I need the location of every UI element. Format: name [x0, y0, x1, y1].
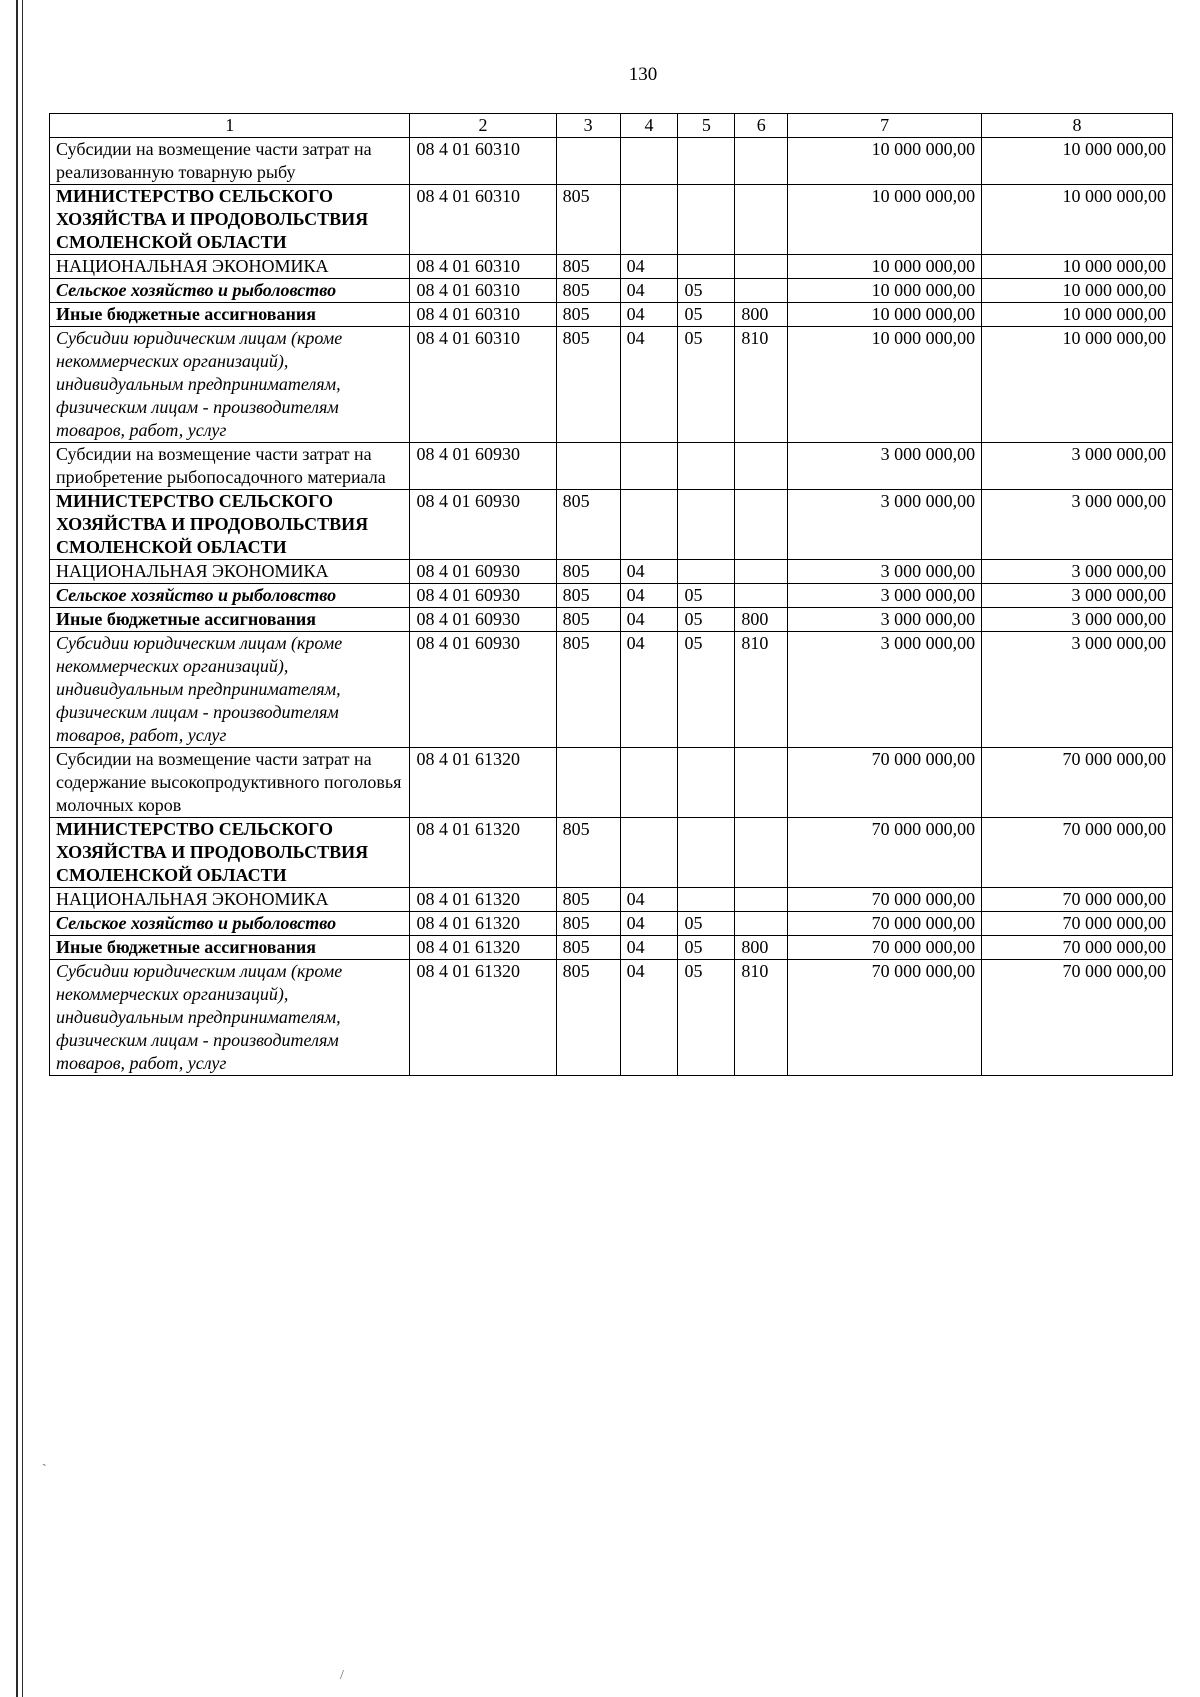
row-name-plain: Субсидии на возмещение части затрат на реализованную товарную рыбу [50, 138, 410, 185]
amount-year2-cell: 10 000 000,00 [982, 185, 1173, 255]
subsection-code-cell: 05 [678, 936, 735, 960]
expense-type-cell: 810 [735, 327, 788, 443]
target-article-cell: 08 4 01 61320 [410, 912, 556, 936]
amount-year1-cell: 70 000 000,00 [788, 960, 982, 1076]
amount-year1-cell: 70 000 000,00 [788, 936, 982, 960]
subsection-code-cell: 05 [678, 327, 735, 443]
subsection-code-cell: 05 [678, 279, 735, 303]
column-header: 3 [556, 114, 620, 138]
amount-year1-cell: 3 000 000,00 [788, 490, 982, 560]
scan-edge-line [16, 0, 18, 1697]
target-article-cell: 08 4 01 60310 [410, 255, 556, 279]
table-row [50, 818, 1173, 888]
row-name-section: НАЦИОНАЛЬНАЯ ЭКОНОМИКА [50, 888, 410, 912]
table-row [50, 936, 1173, 960]
amount-year1-cell: 70 000 000,00 [788, 912, 982, 936]
ministry-code-cell: 805 [556, 560, 620, 584]
amount-year2-cell: 70 000 000,00 [982, 960, 1173, 1076]
target-article-cell: 08 4 01 60310 [410, 279, 556, 303]
ministry-code-cell: 805 [556, 185, 620, 255]
subsection-code-cell: 05 [678, 608, 735, 632]
page-number: 130 [628, 64, 658, 85]
expense-type-cell [735, 818, 788, 888]
table-row [50, 255, 1173, 279]
expense-type-cell [735, 912, 788, 936]
section-code-cell: 04 [620, 327, 678, 443]
table-row [50, 279, 1173, 303]
subsection-code-cell [678, 443, 735, 490]
row-name-ministry: МИНИСТЕРСТВО СЕЛЬСКОГО ХОЗЯЙСТВА И ПРОДОВОЛЬСТВИЯ СМОЛЕНСКОЙ ОБЛАСТИ [50, 490, 410, 560]
expense-type-cell [735, 279, 788, 303]
section-code-cell: 04 [620, 888, 678, 912]
table-row [50, 748, 1173, 818]
amount-year1-cell: 3 000 000,00 [788, 560, 982, 584]
subsection-code-cell [678, 888, 735, 912]
amount-year2-cell: 70 000 000,00 [982, 818, 1173, 888]
ministry-code-cell: 805 [556, 303, 620, 327]
expense-type-cell [735, 185, 788, 255]
target-article-cell: 08 4 01 61320 [410, 888, 556, 912]
amount-year2-cell: 3 000 000,00 [982, 443, 1173, 490]
row-name-subsection: Сельское хозяйство и рыболовство [50, 279, 410, 303]
table-row [50, 560, 1173, 584]
subsection-code-cell [678, 490, 735, 560]
row-name-plain: Субсидии на возмещение части затрат на содержание высокопродуктивного поголовья молочных коров [50, 748, 410, 818]
table-row [50, 912, 1173, 936]
scan-mark: / [340, 1668, 344, 1683]
section-code-cell: 04 [620, 279, 678, 303]
ministry-code-cell: 805 [556, 888, 620, 912]
subsection-code-cell [678, 748, 735, 818]
column-header: 6 [735, 114, 788, 138]
amount-year2-cell: 70 000 000,00 [982, 912, 1173, 936]
subsection-code-cell: 05 [678, 303, 735, 327]
target-article-cell: 08 4 01 60310 [410, 327, 556, 443]
table-row [50, 888, 1173, 912]
subsection-code-cell: 05 [678, 632, 735, 748]
amount-year1-cell: 10 000 000,00 [788, 327, 982, 443]
ministry-code-cell: 805 [556, 608, 620, 632]
subsection-code-cell: 05 [678, 960, 735, 1076]
section-code-cell [620, 490, 678, 560]
expense-type-cell [735, 584, 788, 608]
section-code-cell: 04 [620, 303, 678, 327]
row-name-other: Иные бюджетные ассигнования [50, 608, 410, 632]
table-row [50, 490, 1173, 560]
ministry-code-cell: 805 [556, 818, 620, 888]
ministry-code-cell: 805 [556, 960, 620, 1076]
subsection-code-cell [678, 818, 735, 888]
target-article-cell: 08 4 01 61320 [410, 748, 556, 818]
amount-year2-cell: 10 000 000,00 [982, 303, 1173, 327]
target-article-cell: 08 4 01 60310 [410, 303, 556, 327]
ministry-code-cell: 805 [556, 632, 620, 748]
row-name-ministry: МИНИСТЕРСТВО СЕЛЬСКОГО ХОЗЯЙСТВА И ПРОДОВОЛЬСТВИЯ СМОЛЕНСКОЙ ОБЛАСТИ [50, 818, 410, 888]
ministry-code-cell: 805 [556, 490, 620, 560]
amount-year1-cell: 3 000 000,00 [788, 584, 982, 608]
column-header: 7 [788, 114, 982, 138]
amount-year2-cell: 10 000 000,00 [982, 138, 1173, 185]
table-row [50, 327, 1173, 443]
expense-type-cell [735, 255, 788, 279]
amount-year2-cell: 70 000 000,00 [982, 936, 1173, 960]
amount-year1-cell: 10 000 000,00 [788, 138, 982, 185]
section-code-cell [620, 138, 678, 185]
ministry-code-cell [556, 748, 620, 818]
amount-year2-cell: 3 000 000,00 [982, 584, 1173, 608]
amount-year2-cell: 3 000 000,00 [982, 560, 1173, 584]
section-code-cell [620, 185, 678, 255]
table-row [50, 443, 1173, 490]
table-row [50, 608, 1173, 632]
subsection-code-cell [678, 255, 735, 279]
target-article-cell: 08 4 01 60930 [410, 584, 556, 608]
subsection-code-cell [678, 138, 735, 185]
row-name-subsidy: Субсидии юридическим лицам (кроме некоммерческих организаций), индивидуальным предпринимателям, физическим лицам - производителям товаров, работ, услуг [50, 327, 410, 443]
column-header: 8 [982, 114, 1173, 138]
ministry-code-cell: 805 [556, 912, 620, 936]
amount-year2-cell: 10 000 000,00 [982, 279, 1173, 303]
amount-year2-cell: 3 000 000,00 [982, 608, 1173, 632]
amount-year1-cell: 10 000 000,00 [788, 279, 982, 303]
expense-type-cell [735, 888, 788, 912]
target-article-cell: 08 4 01 61320 [410, 960, 556, 1076]
expense-type-cell [735, 560, 788, 584]
row-name-other: Иные бюджетные ассигнования [50, 303, 410, 327]
target-article-cell: 08 4 01 60310 [410, 185, 556, 255]
amount-year2-cell: 70 000 000,00 [982, 888, 1173, 912]
subsection-code-cell: 05 [678, 584, 735, 608]
table-row [50, 960, 1173, 1076]
table-row [50, 185, 1173, 255]
section-code-cell [620, 443, 678, 490]
subsection-code-cell: 05 [678, 912, 735, 936]
section-code-cell: 04 [620, 608, 678, 632]
amount-year2-cell: 3 000 000,00 [982, 632, 1173, 748]
ministry-code-cell [556, 443, 620, 490]
target-article-cell: 08 4 01 60930 [410, 560, 556, 584]
amount-year2-cell: 10 000 000,00 [982, 327, 1173, 443]
expense-type-cell: 810 [735, 960, 788, 1076]
scan-edge-line [22, 0, 23, 1697]
section-code-cell: 04 [620, 255, 678, 279]
expense-type-cell: 810 [735, 632, 788, 748]
row-name-subsidy: Субсидии юридическим лицам (кроме некоммерческих организаций), индивидуальным предпринимателям, физическим лицам - производителям товаров, работ, услуг [50, 960, 410, 1076]
amount-year1-cell: 3 000 000,00 [788, 608, 982, 632]
target-article-cell: 08 4 01 60930 [410, 608, 556, 632]
amount-year1-cell: 3 000 000,00 [788, 632, 982, 748]
target-article-cell: 08 4 01 60930 [410, 632, 556, 748]
ministry-code-cell: 805 [556, 255, 620, 279]
target-article-cell: 08 4 01 60930 [410, 443, 556, 490]
column-header: 4 [620, 114, 678, 138]
row-name-ministry: МИНИСТЕРСТВО СЕЛЬСКОГО ХОЗЯЙСТВА И ПРОДОВОЛЬСТВИЯ СМОЛЕНСКОЙ ОБЛАСТИ [50, 185, 410, 255]
amount-year2-cell: 10 000 000,00 [982, 255, 1173, 279]
row-name-plain: Субсидии на возмещение части затрат на приобретение рыбопосадочного материала [50, 443, 410, 490]
amount-year2-cell: 70 000 000,00 [982, 748, 1173, 818]
table-row [50, 632, 1173, 748]
section-code-cell: 04 [620, 584, 678, 608]
target-article-cell: 08 4 01 60930 [410, 490, 556, 560]
column-header: 5 [678, 114, 735, 138]
expense-type-cell [735, 748, 788, 818]
row-name-section: НАЦИОНАЛЬНАЯ ЭКОНОМИКА [50, 255, 410, 279]
table-row [50, 584, 1173, 608]
target-article-cell: 08 4 01 61320 [410, 818, 556, 888]
subsection-code-cell [678, 185, 735, 255]
section-code-cell [620, 748, 678, 818]
table-row [50, 303, 1173, 327]
section-code-cell: 04 [620, 912, 678, 936]
expense-type-cell: 800 [735, 936, 788, 960]
ministry-code-cell [556, 138, 620, 185]
ministry-code-cell: 805 [556, 584, 620, 608]
target-article-cell: 08 4 01 61320 [410, 936, 556, 960]
section-code-cell: 04 [620, 560, 678, 584]
amount-year1-cell: 10 000 000,00 [788, 185, 982, 255]
scan-mark: ˎ [42, 1452, 47, 1467]
column-header: 1 [50, 114, 410, 138]
amount-year1-cell: 70 000 000,00 [788, 818, 982, 888]
amount-year1-cell: 10 000 000,00 [788, 255, 982, 279]
amount-year1-cell: 70 000 000,00 [788, 748, 982, 818]
target-article-cell: 08 4 01 60310 [410, 138, 556, 185]
section-code-cell [620, 818, 678, 888]
section-code-cell: 04 [620, 632, 678, 748]
ministry-code-cell: 805 [556, 327, 620, 443]
amount-year1-cell: 3 000 000,00 [788, 443, 982, 490]
ministry-code-cell: 805 [556, 936, 620, 960]
table-row [50, 138, 1173, 185]
amount-year1-cell: 10 000 000,00 [788, 303, 982, 327]
expense-type-cell: 800 [735, 303, 788, 327]
subsection-code-cell [678, 560, 735, 584]
row-name-subsidy: Субсидии юридическим лицам (кроме некоммерческих организаций), индивидуальным предпринимателям, физическим лицам - производителям товаров, работ, услуг [50, 632, 410, 748]
column-header: 2 [410, 114, 556, 138]
row-name-subsection: Сельское хозяйство и рыболовство [50, 912, 410, 936]
expense-type-cell: 800 [735, 608, 788, 632]
amount-year1-cell: 70 000 000,00 [788, 888, 982, 912]
ministry-code-cell: 805 [556, 279, 620, 303]
row-name-section: НАЦИОНАЛЬНАЯ ЭКОНОМИКА [50, 560, 410, 584]
row-name-other: Иные бюджетные ассигнования [50, 936, 410, 960]
table-header-row [50, 114, 1173, 138]
section-code-cell: 04 [620, 960, 678, 1076]
expense-type-cell [735, 138, 788, 185]
amount-year2-cell: 3 000 000,00 [982, 490, 1173, 560]
budget-table [49, 113, 1173, 1076]
section-code-cell: 04 [620, 936, 678, 960]
expense-type-cell [735, 443, 788, 490]
row-name-subsection: Сельское хозяйство и рыболовство [50, 584, 410, 608]
expense-type-cell [735, 490, 788, 560]
